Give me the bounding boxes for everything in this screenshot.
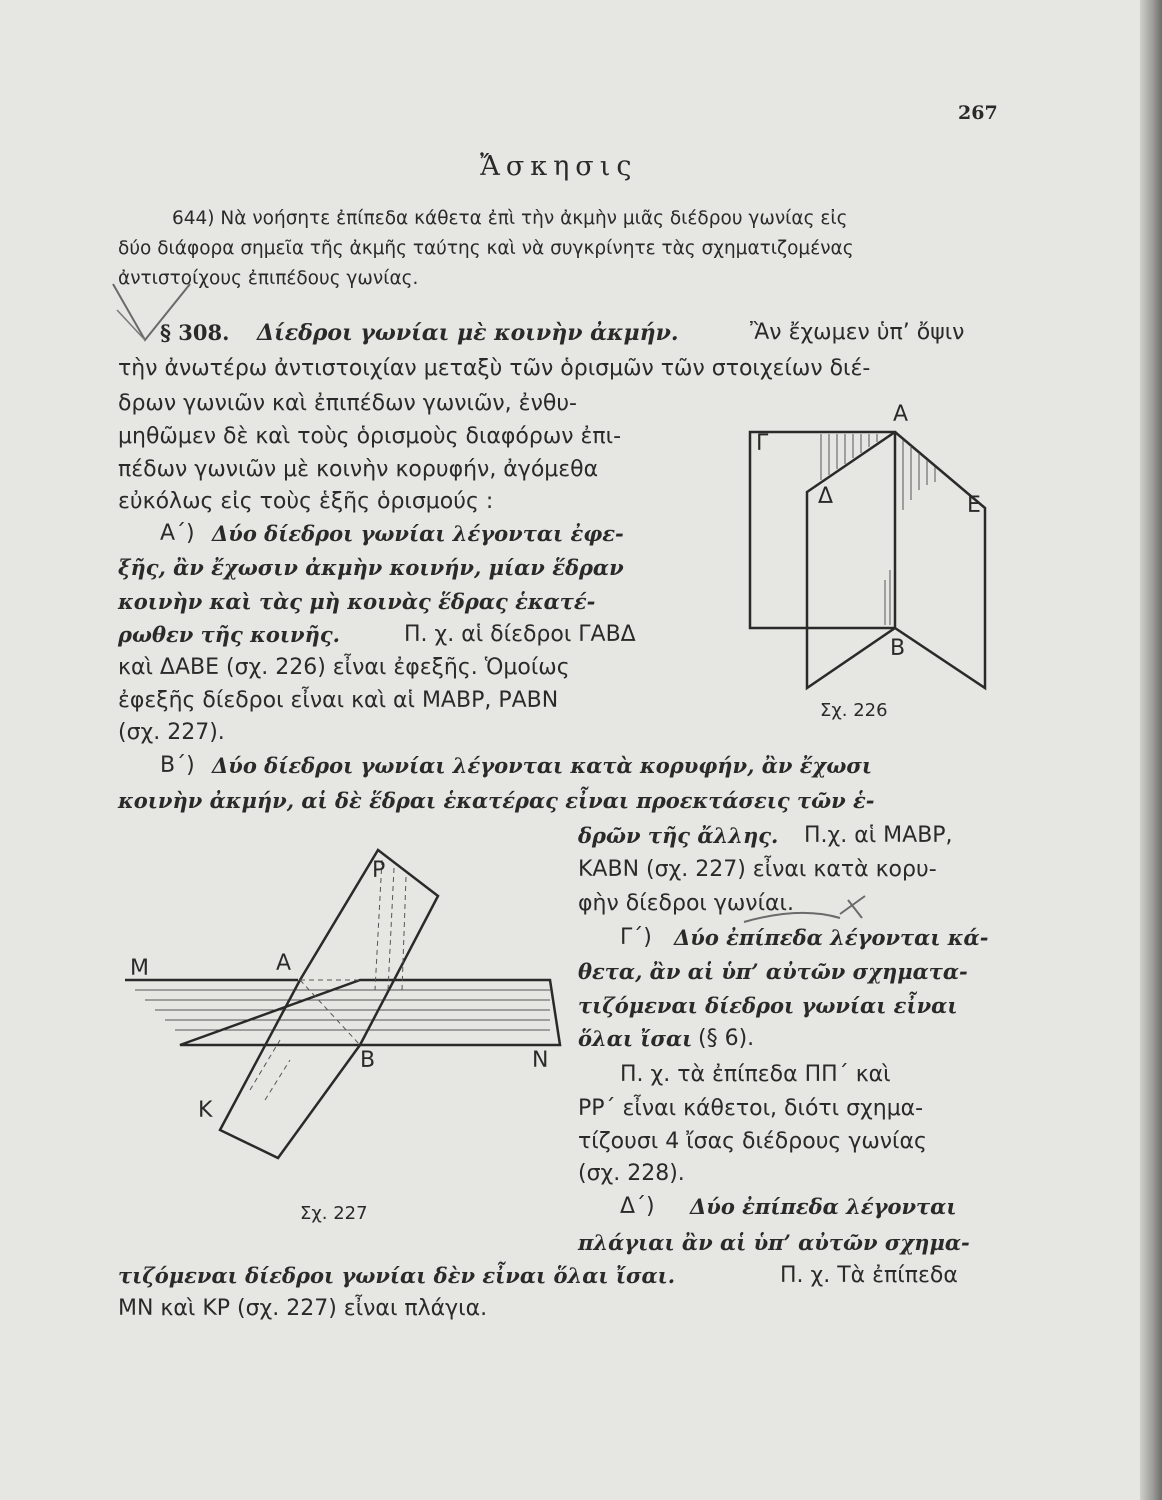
- fig226-label-e: Ε: [967, 493, 981, 518]
- def-a-line-4-rest: Π. χ. αἱ δίεδροι ΓΑΒΔ: [404, 622, 636, 647]
- def-c-label: Γ΄): [620, 925, 652, 950]
- def-b-line-5: φὴν δίεδροι γωνίαι.: [578, 891, 794, 916]
- def-c-line-6: ΡΡ΄ εἶναι κάθετοι, διότι σχημα-: [578, 1096, 924, 1121]
- fig226-label-g: Γ: [756, 431, 769, 456]
- fig227-label-b: Β: [360, 1048, 376, 1073]
- def-d-line-3-italic: τιζόμεναι δίεδροι γωνίαι δὲν εἶναι ὅλαι ἴσαι.: [118, 1263, 676, 1288]
- def-b-line-3-italic: δρῶν τῆς ἄλλης.: [578, 823, 779, 848]
- def-b-line-1: Δύο δίεδροι γωνίαι λέγονται κατὰ κορυφήν, ἂν ἔχωσι: [212, 753, 872, 778]
- def-b-line-2: κοινὴν ἀκμήν, αἱ δὲ ἕδραι ἑκατέρας εἶναι προεκτάσεις τῶν ἑ-: [118, 788, 875, 813]
- def-d-line-2: πλάγιαι ἂν αἱ ὑπ’ αὐτῶν σχημα-: [578, 1230, 970, 1255]
- def-c-line-4-rest: (§ 6).: [698, 1026, 755, 1051]
- figure-227: [120, 840, 570, 1160]
- exercise-line-3: ἀντιστοίχους ἐπιπέδους γωνίας.: [118, 268, 419, 289]
- page-edge-shadow: [1140, 0, 1162, 1500]
- fig226-label-d: Δ: [818, 484, 834, 509]
- def-a-line-4-italic: ρωθεν τῆς κοινῆς.: [118, 622, 340, 647]
- section-intro-rest: Ἂν ἔχωμεν ὑπ’ ὄψιν: [750, 320, 965, 345]
- fig227-label-r: Ρ: [372, 858, 386, 883]
- def-a-line-7: (σχ. 227).: [118, 720, 225, 745]
- fig226-label-b: Β: [890, 636, 906, 661]
- def-c-line-5: Π. χ. τὰ ἐπίπεδα ΠΠ΄ καὶ: [620, 1062, 891, 1087]
- section-line-4: πέδων γωνιῶν μὲ κοινὴν κορυφήν, ἀγόμεθα: [118, 457, 599, 482]
- fig226-caption: Σχ. 226: [820, 700, 888, 721]
- fig226-label-a: Α: [893, 402, 909, 427]
- def-a-line-3: κοινὴν καὶ τὰς μὴ κοινὰς ἕδρας ἑκατέ-: [118, 589, 596, 614]
- exercise-line-1: 644) Νὰ νοήσητε ἐπίπεδα κάθετα ἐπὶ τὴν ἀκμὴν μιᾶς διέδρου γωνίας εἰς: [172, 208, 848, 229]
- fig227-label-a: Α: [276, 951, 292, 976]
- def-b-line-4: ΚΑΒΝ (σχ. 227) εἶναι κατὰ κορυ-: [578, 857, 937, 882]
- figure-226: [745, 420, 995, 700]
- def-a-line-1: Δύο δίεδροι γωνίαι λέγονται ἐφε-: [212, 521, 624, 546]
- section-line-1: τὴν ἀνωτέρω ἀντιστοιχίαν μεταξὺ τῶν ὁρισμῶν τῶν στοιχείων διέ-: [118, 356, 871, 381]
- section-line-2: δρων γωνιῶν καὶ ἐπιπέδων γωνιῶν, ἐνθυ-: [118, 391, 577, 416]
- fig227-label-m: Μ: [130, 956, 149, 981]
- exercise-line-2: δύο διάφορα σημεῖα τῆς ἀκμῆς ταύτης καὶ νὰ συγκρίνητε τὰς σχηματιζομένας: [118, 238, 854, 259]
- section-line-3: μηθῶμεν δὲ καὶ τοὺς ὁρισμοὺς διαφόρων ἐπι-: [118, 424, 622, 449]
- def-c-line-1: Δύο ἐπίπεδα λέγονται κά-: [674, 925, 989, 950]
- def-c-line-4-italic: ὅλαι ἴσαι: [578, 1026, 693, 1051]
- def-d-line-4: ΜΝ καὶ ΚΡ (σχ. 227) εἶναι πλάγια.: [118, 1296, 488, 1321]
- def-a-label: Α΄): [160, 521, 195, 546]
- def-c-line-2: θετα, ἂν αἱ ὑπ’ αὐτῶν σχηματα-: [578, 959, 968, 984]
- fig227-caption: Σχ. 227: [300, 1203, 368, 1224]
- def-c-line-3: τιζόμεναι δίεδροι γωνίαι εἶναι: [578, 993, 958, 1018]
- def-c-line-8: (σχ. 228).: [578, 1161, 685, 1186]
- def-a-line-2: ξῆς, ἂν ἔχωσιν ἀκμὴν κοινήν, μίαν ἕδραν: [118, 555, 624, 580]
- heading: Ἄσκησις: [480, 151, 638, 182]
- def-c-line-7: τίζουσι 4 ἴσας διέδρους γωνίας: [578, 1129, 927, 1154]
- def-a-line-6: ἐφεξῆς δίεδροι εἶναι καὶ αἱ ΜΑΒΡ, ΡΑΒΝ: [118, 688, 559, 713]
- def-d-line-3-rest: Π. χ. Τὰ ἐπίπεδα: [780, 1263, 958, 1288]
- section-line-5: εὐκόλως εἰς τοὺς ἑξῆς ὁρισμούς :: [118, 489, 494, 514]
- section-number: § 308.: [160, 320, 230, 345]
- def-d-label: Δ΄): [620, 1194, 655, 1219]
- def-d-line-1: Δύο ἐπίπεδα λέγονται: [690, 1194, 957, 1219]
- def-b-label: Β΄): [160, 753, 195, 778]
- def-a-line-5: καὶ ΔΑΒΕ (σχ. 226) εἶναι ἐφεξῆς. Ὁμοίως: [118, 655, 570, 680]
- def-b-line-3-rest: Π.χ. αἱ ΜΑΒΡ,: [804, 823, 953, 848]
- fig227-label-n: Ν: [532, 1048, 549, 1073]
- page-number: 267: [958, 102, 998, 124]
- fig227-label-k: Κ: [198, 1098, 213, 1123]
- section-title: Δίεδροι γωνίαι μὲ κοινὴν ἀκμήν.: [257, 320, 679, 346]
